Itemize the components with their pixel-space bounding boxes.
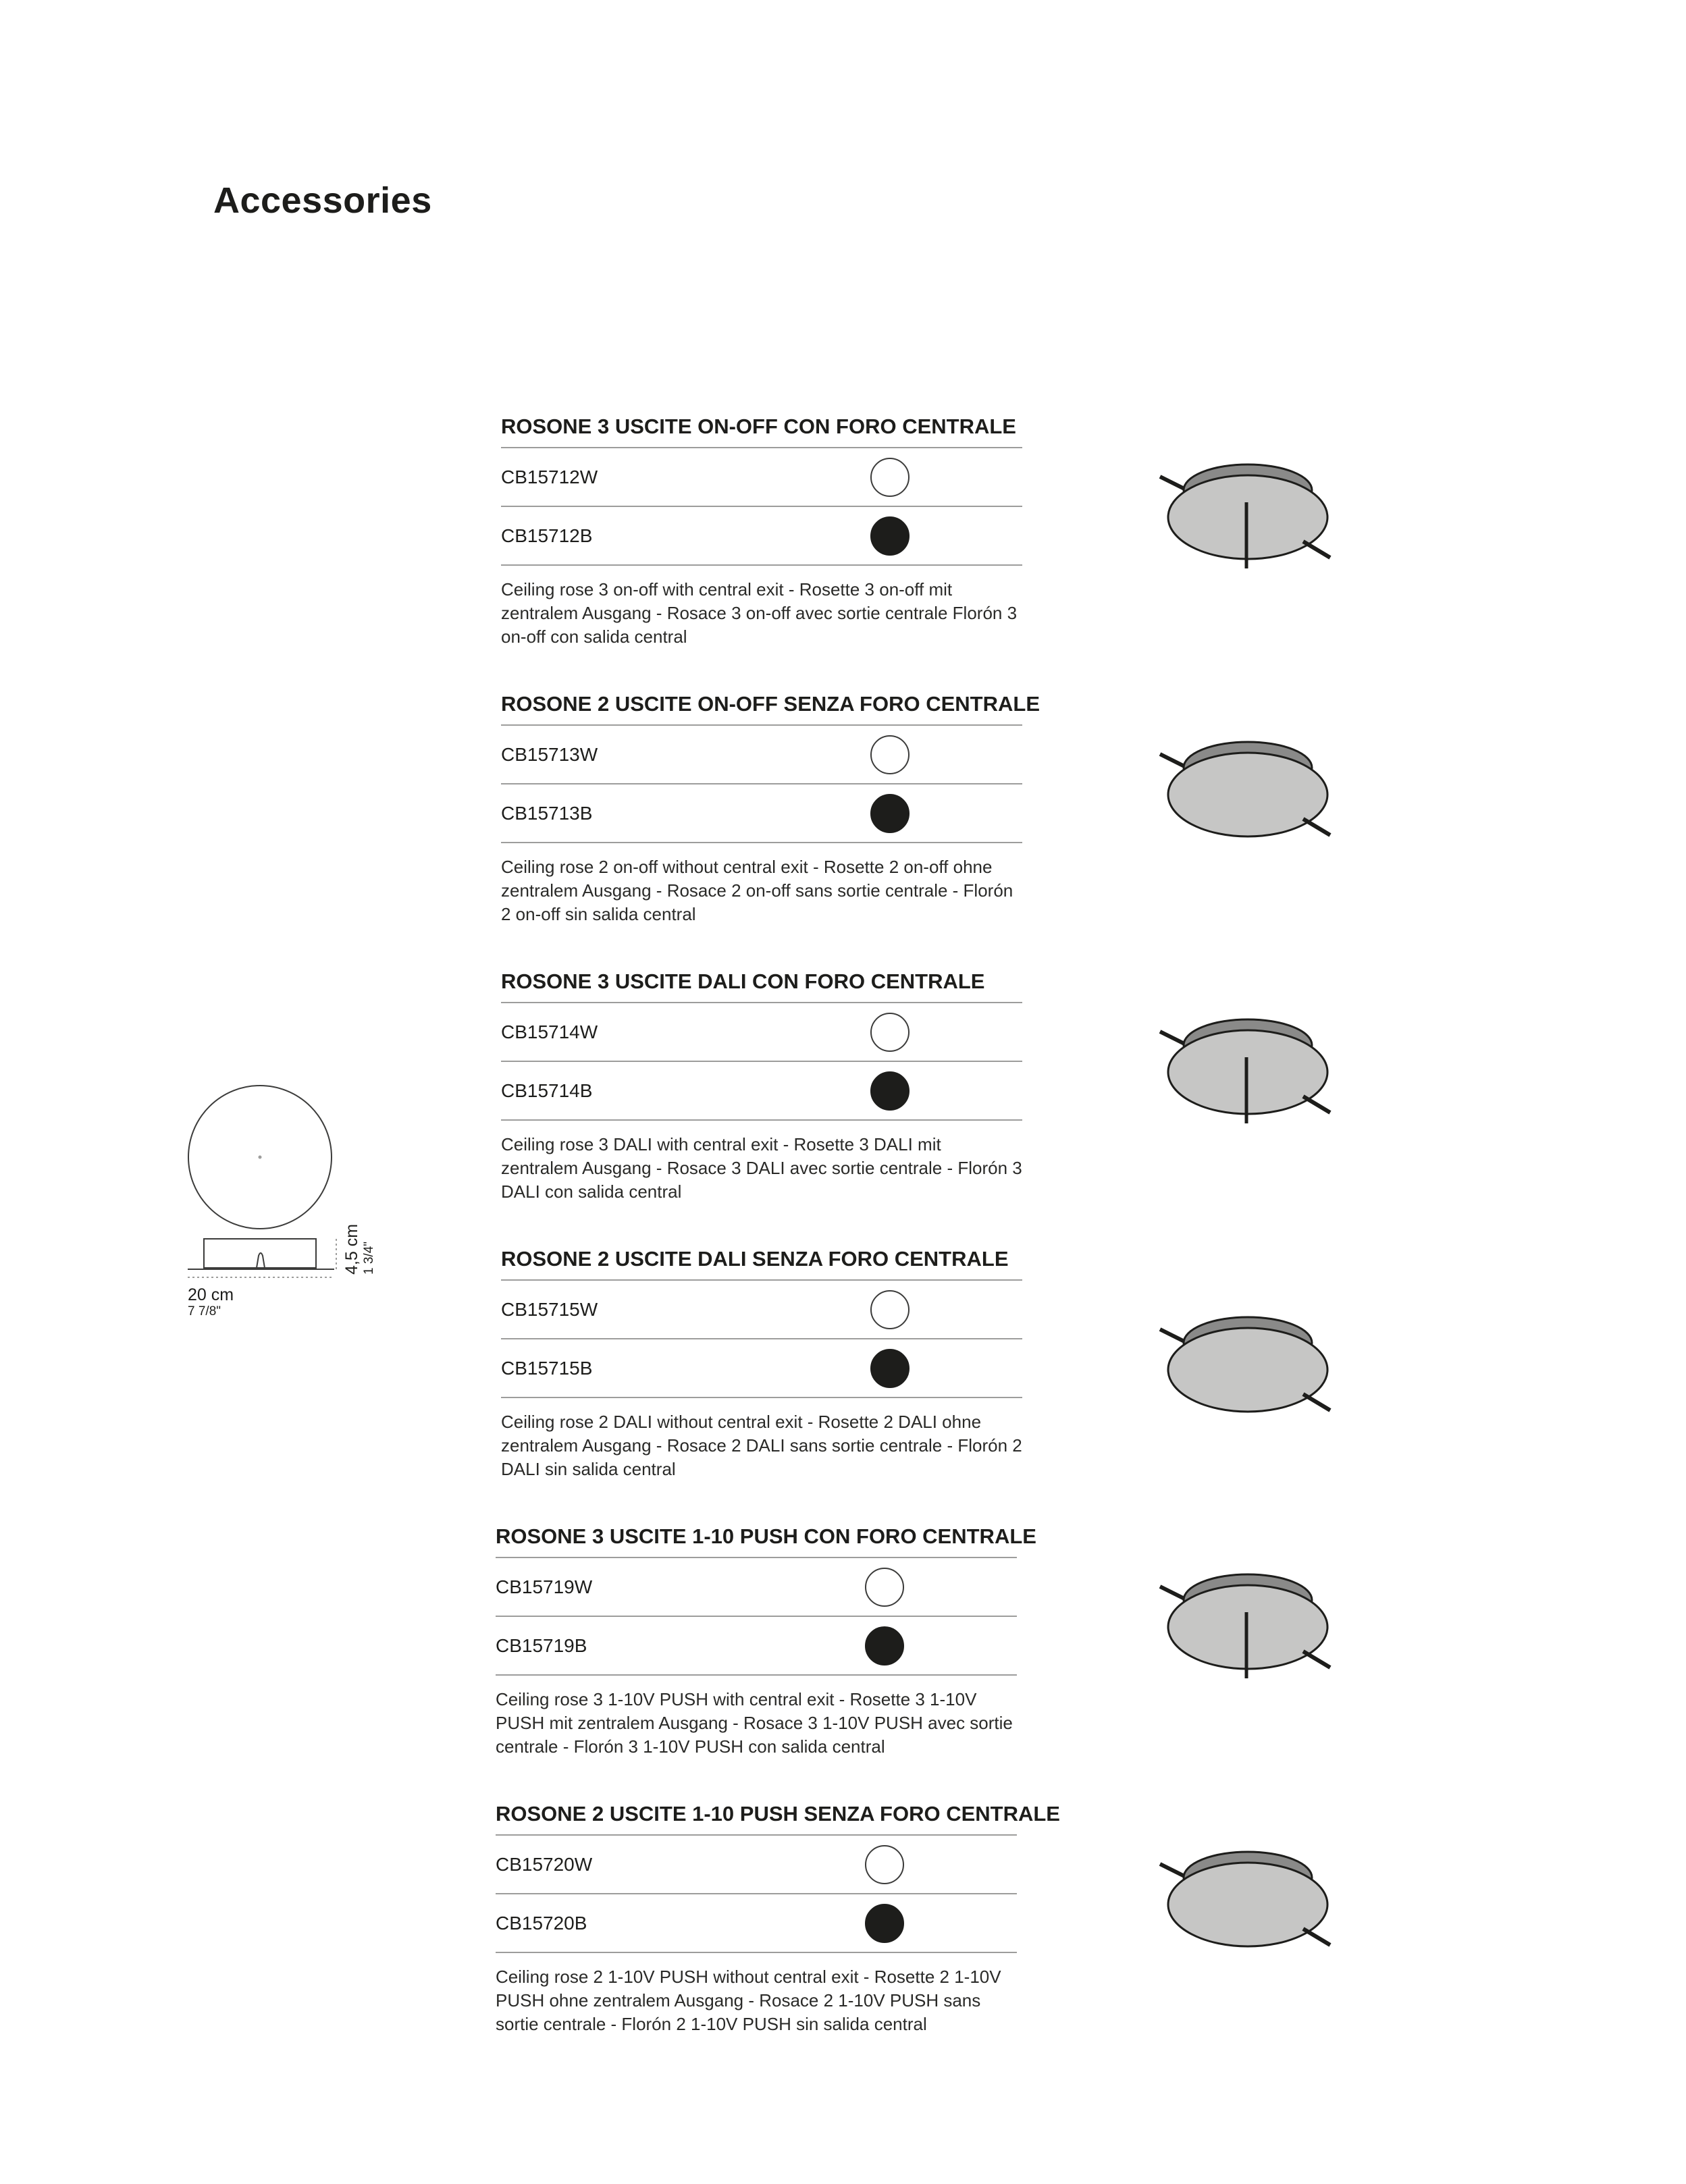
ceiling-rose-icon [1153,733,1356,868]
white-swatch-icon [870,458,910,497]
height-in: 1 3/4" [362,1241,376,1275]
ceiling-rose-icon [1153,1010,1356,1145]
variant-code: CB15713W [501,743,598,765]
variant-code: CB15720B [496,1912,587,1934]
ceiling-rose-icon [1153,1565,1356,1700]
ceiling-rose-icon [1153,1308,1356,1443]
variant-row [501,448,1022,507]
white-swatch-icon [865,1568,904,1607]
section-description: Ceiling rose 3 1-10V PUSH with central exit - Rosette 3 1-10V PUSH mit zentralem Ausgang - Rosace 3 1-10V PUSH avec sortie centrale - Florón 3 1-10V PUSH con salida central [496,1689,1013,1757]
accessory-section [496,1524,1686,1802]
variant-code: CB15719W [496,1576,593,1597]
variant-code: CB15712B [501,525,593,546]
variant-row [501,1339,1022,1398]
diameter-in: 7 7/8" [188,1304,221,1319]
white-swatch-icon [865,1845,904,1884]
ceiling-rose-icon [1153,455,1356,590]
section-title: ROSONE 3 USCITE 1-10 PUSH CON FORO CENTRALE [496,1524,1017,1558]
section-description: Ceiling rose 3 on-off with central exit - Rosette 3 on-off mit zentralem Ausgang - Rosace 3 on-off avec sortie centrale Florón 3 on-off con salida central [501,579,1018,647]
black-swatch-icon [865,1626,904,1666]
variant-row [496,1894,1017,1953]
accessory-list [496,415,1686,2079]
accessory-section [496,1802,1686,2079]
diameter-cm: 20 cm [188,1285,234,1304]
variant-code: CB15712W [501,466,598,487]
variant-row [496,1558,1017,1617]
white-swatch-icon [870,735,910,774]
variant-row [496,1836,1017,1894]
section-title: ROSONE 2 USCITE DALI SENZA FORO CENTRALE [501,1247,1022,1281]
section-description: Ceiling rose 2 DALI without central exit - Rosette 2 DALI ohne zentralem Ausgang - Rosace 2 DALI sans sortie centrale - Florón 2 DALI sin salida central [501,1412,1022,1479]
section-title: ROSONE 3 USCITE ON-OFF CON FORO CENTRALE [501,415,1022,448]
black-swatch-icon [870,1071,910,1111]
variant-row [501,784,1022,843]
variant-row [501,1062,1022,1121]
variant-row [501,1281,1022,1339]
section-title: ROSONE 2 USCITE 1-10 PUSH SENZA FORO CENTRALE [496,1802,1017,1836]
accessory-section [501,969,1686,1247]
variant-code: CB15719B [496,1634,587,1656]
ceiling-rose-icon [1153,1842,1356,1977]
variant-code: CB15714B [501,1080,593,1101]
white-swatch-icon [870,1013,910,1052]
black-swatch-icon [865,1904,904,1943]
section-description: Ceiling rose 3 DALI with central exit - Rosette 3 DALI mit zentralem Ausgang - Rosace 3 DALI avec sortie centrale - Florón 3 DALI con salida central [501,1134,1022,1202]
section-description: Ceiling rose 2 1-10V PUSH without central exit - Rosette 2 1-10V PUSH ohne zentralem Ausgang - Rosace 2 1-10V PUSH sans sortie centrale - Florón 2 1-10V PUSH sin salida central [496,1967,1001,2034]
variant-code: CB15715B [501,1357,593,1379]
variant-code: CB15713B [501,802,593,824]
accessory-section [501,415,1686,692]
accessory-section [501,692,1686,969]
page-title: Accessories [213,180,432,221]
variant-code: CB15720W [496,1853,593,1875]
section-title: ROSONE 3 USCITE DALI CON FORO CENTRALE [501,969,1022,1003]
black-swatch-icon [870,516,910,556]
variant-row [501,726,1022,784]
height-cm: 4,5 cm [342,1223,361,1275]
black-swatch-icon [870,1349,910,1388]
accessory-section [501,1247,1686,1524]
white-swatch-icon [870,1290,910,1329]
section-title: ROSONE 2 USCITE ON-OFF SENZA FORO CENTRALE [501,692,1022,726]
variant-code: CB15714W [501,1021,598,1042]
dimension-drawing [182,1073,385,1330]
black-swatch-icon [870,794,910,833]
variant-row [496,1617,1017,1676]
variant-code: CB15715W [501,1298,598,1320]
variant-row [501,507,1022,566]
section-description: Ceiling rose 2 on-off without central exit - Rosette 2 on-off ohne zentralem Ausgang - Rosace 2 on-off sans sortie centrale - Florón 2 on-off sin salida central [501,857,1013,924]
variant-row [501,1003,1022,1062]
